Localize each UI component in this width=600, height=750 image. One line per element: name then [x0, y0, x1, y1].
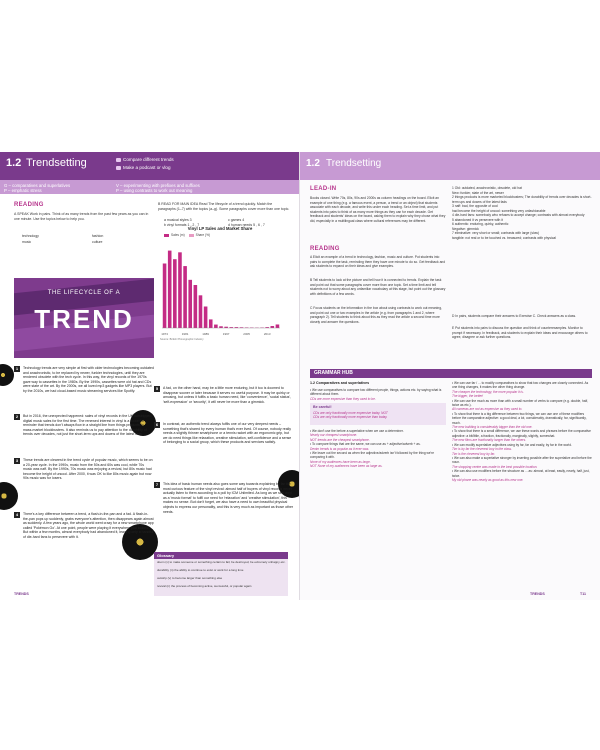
paragraph-7: 7 This idea of basic human needs also goes some way towards explaining by far the most curious feature of the vinyl revival: almost half of buyers of vinyl records never actually listen to them according to a poll by ICM Unlimited. As long as we see vinyl as a 'music format' to fulfil our need for 'relaxation' and 'creative stimulation', this makes no sense. But don't forget, we also have a need to own beautiful physical objects to express our personality, and this is very much as important as those other needs.	[155, 482, 294, 514]
chart-bar	[188, 280, 192, 328]
vinyl-record-icon	[0, 364, 14, 386]
task-b: B READ FOR MAIN IDEA Read The lifecycle of a trend quickly. Match the paragraphs (1–7) with the topics (a–g). Some paragraphs cover more than one topic.	[158, 202, 290, 211]
glossary-item: revival (n) the process of becoming active, successful, or popular again	[157, 584, 252, 588]
grammar-subheading: 1.2 Comparatives and superlatives	[310, 381, 370, 385]
reading-note-b: B Tell students to look at the picture and tell how it is connected to trends. Explain the task and point out that some paragraphs cover more than one topic. Set a time limit and tell students not to worry about any unfamiliar vocabulary at this stage, but point out the glossary with definitions of a few words.	[310, 278, 446, 296]
page-footer: TRENDS	[14, 592, 29, 596]
student-page	[0, 152, 300, 600]
subgoal: P – using contrasts to work out meaning	[116, 188, 193, 193]
unit-title: Trendsetting	[326, 158, 382, 169]
vinyl-record-icon	[0, 482, 18, 510]
chart-tick-label: 2005	[243, 332, 250, 336]
reading-note-a: A Elicit an example of a trend in technology, fashion, music and culture. Put students into pairs to complete the task, reminding them they have one minute to do so. Get feedback and ask students to expand on their ideas and give examples.	[310, 255, 446, 268]
paragraph-2: 2 But in 2016, the unexpected happened: sales of vinyl records in the UK outstripped digital music sales for the first time. The renewed interest in vinyl is a powerful reminder that trends don't always flow in a straight line from things products to mass-market blockbusters. It also reminds us to pay attention to the durability of trends over decades, not just the short-term ups and downs of the latest fads.	[15, 414, 152, 437]
goal-item: Compare different trends	[116, 157, 174, 163]
reading-note-e: E Put students into pairs to discuss the question and think of counterexamples. Monitor to prompt if necessary. In feedback, ask students to explain their ideas and encourage others to agree, disagree or ask further questions.	[452, 326, 588, 339]
chart-tick-label: 1989	[202, 332, 209, 336]
chart-title: Vinyl LP Sales and Market Share	[187, 226, 253, 231]
reading-heading: READING	[310, 246, 340, 252]
glossary-item: doom (v) to make someone or something certain to fail, be destroyed, be extremely unhappy etc.	[157, 560, 286, 564]
chart-bar	[194, 285, 198, 328]
chart-bar	[183, 266, 187, 328]
grammar-hub-heading: GRAMMAR HUB	[310, 369, 592, 378]
paragraph-5: 5 A fad, on the other hand, may be a little more enduring, but it too is doomed to disappear sooner or later because it serves no useful purpose. It may be quirky or amusing, but unless it fulfils a basic human need, like 'convenience', 'social status', 'self-expression' or 'security', it will never be more than a gimmick.	[155, 386, 291, 404]
book-spread	[0, 152, 600, 600]
be-careful-box: Be careful! CDs are only fractionally more expensive today. NOT CDs are only fractionally more expensive than today.	[310, 403, 446, 425]
task-b-item: b vinyl formats 1 , 2 , 7	[164, 223, 200, 227]
grammar-rules-right: • We can use far / ... to modify comparatives to show that two changes are closely connected. As one thing changes, it makes the other thing change. The cheaper the technology, the more popular it is. The bigger, the better! • We can use the much as more than with a small number of verbs to compare (e.g. double, half, twice as etc.). All cameras are not as expensive as they used to. • To show that there is a big difference between two things, we can use one of these modifiers before the comparative adjective: a good deal, a lot, considerably, dramatically, far, significantly, much. The new building is considerably bigger than the old one. • To show that there is a small difference, we use these words and phrases before the comparative adjective: a bit/little, a fraction, fractionally, marginally, slightly, somewhat. The new films are fractionally longer than the others. • We can modify superlative adjectives using by far, far and easily, by far in the world. Tim is by far the cleverest boy in the class. Tim is the cleverest boy by far. • We can also make a superlative stronger by inserting possible after the superlative and before the noun. The shopping centre was made in the best possible location. • We can also use modifiers before the structure as ... as: almost, at least, easily, nearly, half, just, twice. My old phone was nearly as good as this new one.	[452, 381, 592, 482]
chart-tick-label: 1973	[161, 332, 168, 336]
unit-number: 1.2	[6, 157, 22, 169]
grammar-rules-left: • We use comparatives to compare two different people, things, actions etc. by saying what is different about them. CDs are more expensive than they used to be.	[310, 388, 442, 401]
chart-bar	[209, 319, 213, 328]
chart-bar	[204, 307, 208, 329]
page-number: T11	[580, 592, 586, 596]
unit-title: Trendsetting	[26, 157, 87, 169]
chart-bar	[276, 324, 280, 328]
subgoal: P – emphatic stress	[4, 188, 42, 193]
reading-note-c: C Focus students on the information in the box about using contrasts to work out meaning, and point out one or two examples in the article (e.g. from paragraphs 1 and 2, where paragraph 2). Tell students to think about this as they read the article a second time more closely and answer the questions.	[310, 306, 442, 324]
glossary-heading: Glossary	[154, 552, 288, 559]
leadin-heading: LEAD-IN	[310, 186, 337, 192]
reading-heading: READING	[14, 202, 44, 208]
paragraph-3: 3 These trends are clearest in the trend cycle of popular music, which seems to be on a 20-year cycle. In the 1990s, music from the 50s and 60s was cool, while 70s music was naff. By the 1990s, 70s music was enjoying a revival, but 80s music had become the height of uncool. After 2000, it was OK to like 80s music again but now 90s music was for losers.	[15, 458, 153, 481]
grammar-rules-left-2: • We don't use the before a superlative when we use a determiner. Nearly our cheapest smartphone. NOT trends are the cheapest smartphone. • To compare things that are the same, we can use as + adjective/adverb + as. Denim trends is as popular as it ever was. • We leave out the second as when the adjective/adverb isn't followed by the thing we're comparing it with. None of my audiences have been as large. NOT None of my audiences have been as large as.	[310, 429, 435, 469]
be-careful-heading: Be careful!	[313, 405, 332, 409]
topic-item: fashion	[92, 234, 104, 238]
answers-list: 1 Old: outdated, anachronistic, obsolete, old hat New: funkier, state of the art, newer 2 things products is more marketed blockbusters; The durability of trends over decades is short-term ups and downs of the latest fads 3 naff: bad, the opposite of cool had become the height of uncool: something very unfashionable 4 die-hard fans: somebody who refuses to accept change; contrasts with almost everybody 5 abandoned it vs persevere with it 6 authentic: enduring, quirky, authentic Negative: gimmick 7 eliminative: very short or small; contrasts with large (slow) tangible: not real or to be touched vs. treasured; contrasts with physical	[452, 186, 592, 240]
task-b-item: d human needs 5 , 6 , 7	[228, 223, 265, 227]
task-b-item: a musical styles 3	[164, 218, 192, 222]
chart-tick-label: 1997	[222, 332, 230, 336]
chart-plot	[156, 238, 284, 338]
unit-header	[0, 152, 300, 180]
paragraph-4: 4 There's a key difference between a trend, a flash-in-the-pan and a fad. A flash-in-the-pan pops up suddenly, grabs everyone's attention, then disappears again almost as suddenly. A few years ago, the whole world went crazy for a new smartphone app called 'Pokémon Go'. At one point, people were playing it everywhere you looked. But within a few months, almost everybody had abandoned it, leaving only a handful of die-hard fans to persevere with it.	[15, 512, 154, 539]
chart-bar	[163, 264, 167, 329]
chart-bar	[219, 326, 223, 328]
chart-bar	[199, 295, 203, 328]
goal-item: Make a podcast or vlog	[116, 165, 171, 171]
teacher-page	[300, 152, 600, 600]
chart-bar	[168, 251, 172, 328]
glossary-item: outstrip (v) to become larger than something else	[157, 576, 223, 580]
chart-tick-label: 1981	[181, 332, 189, 336]
unit-number: 1.2	[306, 158, 320, 169]
subgoal: V – experimenting with prefixes and suffixes	[116, 183, 200, 188]
teacher-header	[300, 152, 600, 180]
paragraph-6: 6 In contrast, an authentic trend always fulfils one of our very deepest needs – something that's shared by every human that's ever lived. Of course, nobody really needs a slightly thinner smartphone or a tennis racket with an ergonomic grip, but we do need things like relaxation, creative stimulation, self-confidence and a sense of belonging to a social group, which these products and services satisfy.	[155, 422, 292, 445]
chart-bar	[173, 259, 177, 328]
chart-bar	[271, 326, 275, 328]
subgoal: G – comparatives and superlatives	[4, 183, 71, 188]
chart-bar	[178, 252, 182, 328]
task-b-item: c games 4	[228, 218, 245, 222]
chart-tick-label: 2013	[263, 332, 271, 336]
glossary-box	[154, 552, 288, 596]
legend-share: Share (%)	[195, 233, 210, 237]
chart-legend	[160, 233, 210, 237]
leadin-text: Books closed. Write 70s, 80s, 90s and 2000s as column headings on the board. Elicit an example of one thing (e.g. a famous event, a person, a trend or an object) that students associate with each decade, and write this under each heading. Set a time limit, and put students into pairs to think of as many more things as they can for each decade. Get feedback and students' ideas on the board, asking them to explain why they chose what they did, especially in a multilingual class where cultural references may be different.	[310, 196, 446, 223]
image-caption-line2: TREND	[34, 304, 134, 334]
paragraph-1: 1 Technology trends are very simple at first with older technologies becoming outdated and anachronistic, to be replaced by newer, funkier technologies, until they are rendered obsolete with the tech cycle. In this way, the vinyl records of the 1970s gave way to cassettes in the 1980s. By the 1990s, cassettes were old hat and CDs were state of the art. By the 2000s, we all loved mp3 gadgets like MP3 players. But by the 2010s, we had cloud-based music streaming services like Spotify.	[15, 366, 154, 393]
glossary-item: durability (n) the ability to continue to exist or work for a long time	[157, 568, 244, 572]
sub-goals-bar	[0, 180, 300, 194]
chart-source: Source: British Phonographic Industry	[160, 338, 204, 341]
page-footer: TRENDS	[530, 592, 545, 596]
topic-item: music	[22, 240, 32, 244]
topic-item: culture	[92, 240, 103, 244]
image-caption-line1: THE LIFECYCLE OF A	[47, 290, 121, 296]
chart-bar	[214, 325, 218, 328]
vinyl-chart	[156, 226, 284, 346]
reading-note-d: D In pairs, students compare their answers to Exercise C. Check answers as a class.	[452, 314, 577, 318]
trend-title-image	[14, 278, 154, 358]
topic-item: technology	[22, 234, 39, 238]
legend-sales: Sales (m)	[171, 233, 185, 237]
task-a: A SPEAK Work in pairs. Think of as many trends from the past few years as you can in one minute. Use the topics below to help you.	[14, 212, 149, 221]
